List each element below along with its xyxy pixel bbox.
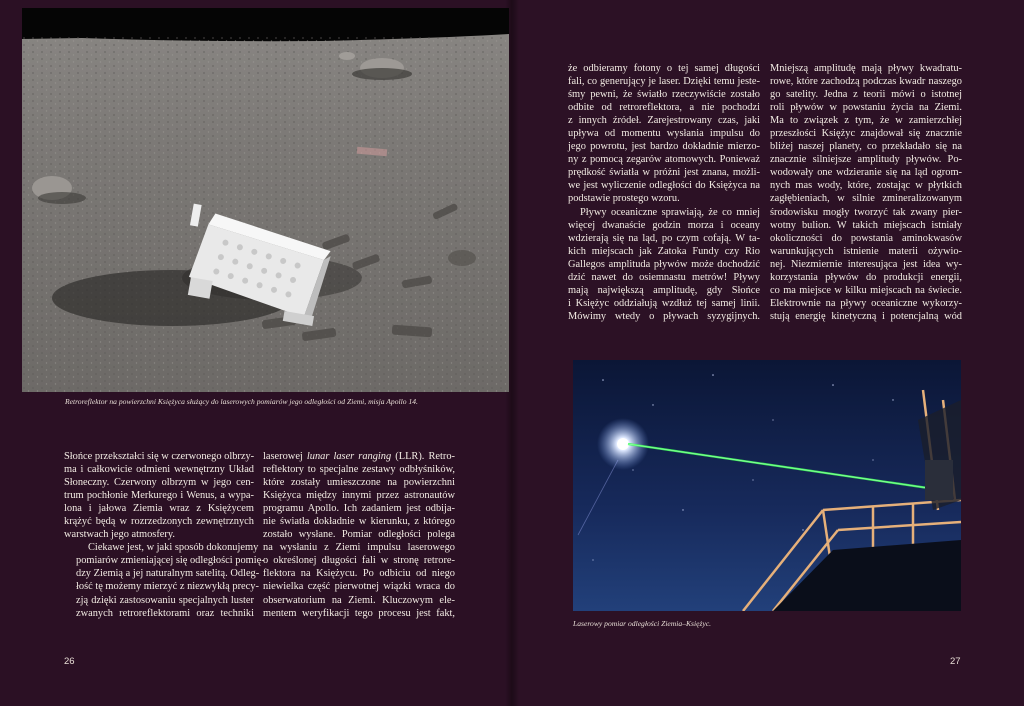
- text-line: na wysłaniu z Ziemi impulsu laserowego: [263, 542, 455, 554]
- text-line: zagłębieniach, w silnie zmineralizowanym: [770, 193, 962, 205]
- text-line: znacznie silniejsze amplitudy pływów. Po-: [770, 154, 962, 166]
- page-number-right: 27: [950, 656, 961, 667]
- paragraph: Słońce przekształci się w czerwonego olbrzy- ma i całkowicie odmieni wewnętrzny Układ Słoneczny. Czerwony olbrzym w jego cen- trum pochłonie Merkurego i Wenus, a wypa- lona i jałowa Ziemia wraz z Księżycem krążyć będą w rozrzedzonych zewnętrznych warstwach jego atmosfery.: [64, 451, 255, 541]
- laser-photo-caption: Laserowy pomiar odległości Ziemia–Księżyc.: [573, 619, 712, 628]
- laser-ranging-photo: [573, 360, 961, 611]
- paragraph: Ciekawe jest, w jaki sposób dokonujemy pomiarów zmieniającej się odległości pomię- dzy Ziemią a jej naturalnym satelitą. Odleg- łość tę możemy mierzyć z niezwykłą precy- zją dzięki zastosowaniu specjalnych luster zwanych retroreflektorami oraz techniki: [76, 542, 265, 619]
- text-line: okoliczności do powstania aminokwasów: [770, 232, 962, 244]
- text-line: wodowały one wdzieranie się na ląd ogrom-: [770, 167, 962, 179]
- text-line: które zostały umieszczone na powierzchni: [263, 477, 455, 489]
- text-line: co ma miejsce w kilku miejscach na świecie.: [770, 284, 962, 296]
- text-line: Elektrownie na pływy oceaniczne wykorzy-: [770, 297, 962, 309]
- text-line: wotny bulion. W takich miejscach istniały: [770, 219, 962, 231]
- text-line: rowe, które zachodzą podczas kwadr naszego: [770, 76, 962, 88]
- text-line: laserowej lunar laser ranging (LLR). Retro-: [263, 451, 455, 462]
- paragraph: że odbieramy fotony o tej samej długości fali, co generujący je laser. Dzięki temu jeste- śmy pewni, że światło rzeczywiście zostało odbite od retroreflektora, a nie pochodzi z innych źródeł. Zarejestrowany czas, jaki upływa od momentu wysłania impulsu do jego powrotu, jest bardzo dokładnie mierzo- ny z pomocą zegarów atomowych. Ponieważ prędkość światła w próżni jest znana, możli- we jest wyliczenie odległości do Księżyca na podstawie prostego wzoru.: [568, 63, 760, 205]
- text-line: nych mas wody, które, zostając w płytkich: [770, 180, 962, 192]
- text-line: obserwatorium na Ziemi. Kluczowym ele-: [263, 594, 455, 606]
- text-line: o określonej długości fali w stronę retrore-: [263, 555, 455, 567]
- text-line: zostało wysłane. Pomiar odległości polega: [263, 529, 455, 541]
- text-line: bliżej naszej planety, co przekładało się na: [770, 141, 962, 153]
- left-column-2: [263, 450, 455, 620]
- text-line: roli pływów w powstaniu życia na Ziemi.: [770, 102, 962, 114]
- moon-retroreflector-photo: [22, 8, 509, 392]
- text-line: niewielka część pierwotnej wiązki wraca do: [263, 581, 455, 593]
- text-line: programu Apollo. Ich zadaniem jest odbija-: [263, 503, 455, 515]
- page-number-left: 26: [64, 656, 75, 667]
- left-column-1: [64, 450, 265, 620]
- text-line: Mniejszą amplitudę mają pływy kwadratu-: [770, 63, 962, 74]
- text-line: korzystania pływów do produkcji energii,: [770, 271, 962, 283]
- text-line: Księżyca między innymi przez astronautów: [263, 490, 455, 502]
- text-line: warunkujących istnienie materii ożywio-: [770, 245, 962, 257]
- paragraph: Pływy oceaniczne sprawiają, że co mniej więcej dwanaście godzin morza i oceany wdzierają się na ląd, po czym cofają. W ta- kich miejscach jak Zatoka Fundy czy Rio Gallegos amplituda pływów może dochodzić dzić nawet do osiemnastu metrów! Pływy mają największą amplitudę, gdy Słońce i Księżyc oddziałują wzdłuż tej samej linii. Mówimy wtedy o pływach syzygijnych.: [568, 206, 760, 322]
- text-line: go satelity. Jedna z teorii mówi o istotnej: [770, 89, 962, 101]
- text-line: flektora na Księżycu. Po odbiciu od niego: [263, 568, 455, 580]
- text-line: reflektory to specjalne zestawy odbłyśników,: [263, 464, 455, 476]
- text-line: mentem weryfikacji tego procesu jest fakt,: [263, 607, 455, 619]
- right-column-1: [568, 62, 760, 323]
- moon-photo-caption: Retroreflektor na powierzchni Księżyca służący do laserowych pomiarów jego odległości od Ziemi, misja Apollo 14.: [65, 397, 418, 406]
- text-line: nie światła dokładnie w kierunku, z którego: [263, 516, 455, 528]
- text-line: stują energię kinetyczną i potencjalną wód: [770, 310, 962, 322]
- text-line: Ma to związek z tym, że w zamierzchłej: [770, 115, 962, 127]
- text-line: nej. Niezmiernie interesująca jest idea wy-: [770, 258, 962, 270]
- right-column-2: [770, 62, 962, 323]
- text-line: przeszłości Księżyc znajdował się znacznie: [770, 128, 962, 140]
- text-line: środowisku mogły tworzyć tak zwany pier-: [770, 206, 962, 218]
